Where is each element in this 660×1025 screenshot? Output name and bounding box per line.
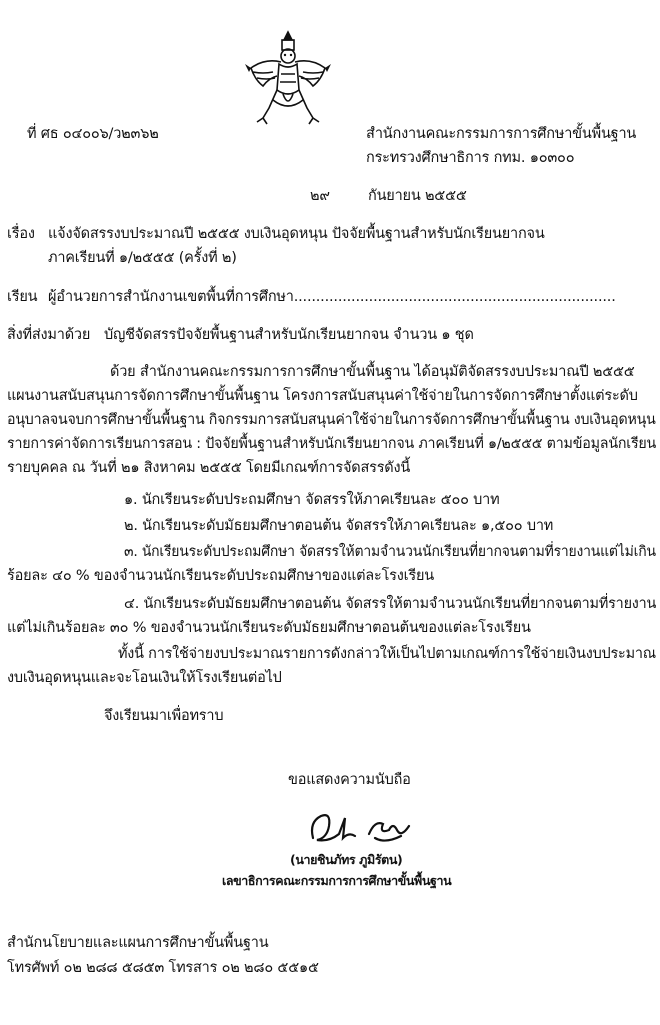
- agency-name: สำนักงานคณะกรรมการการศึกษาขั้นพื้นฐาน: [366, 126, 637, 142]
- criteria-item-3: ๓. นักเรียนระดับประถมศึกษา จัดสรรให้ตามจำนวนนักเรียนที่ยากจนตามที่รายงานแต่ไม่เกิน: [124, 544, 656, 560]
- body-paragraph-line: ด้วย สำนักงานคณะกรรมการการศึกษาขั้นพื้นฐาน ได้อนุมัติจัดสรรงบประมาณปี ๒๕๕๕: [110, 364, 635, 380]
- enclosure-label: สิ่งที่ส่งมาด้วย: [7, 327, 91, 343]
- body-paragraph-line: อนุบาลจนจบการศึกษาขั้นพื้นฐาน กิจกรรมการสนับสนุนค่าใช้จ่ายในการจัดการศึกษาขั้นพื้นฐาน งบเงินอุดหนุน: [7, 412, 656, 428]
- subject-label: เรื่อง: [7, 226, 35, 242]
- signer-title: เลขาธิการคณะกรรมการการศึกษาขั้นพื้นฐาน: [222, 873, 452, 888]
- criteria-item-1: ๑. นักเรียนระดับประถมศึกษา จัดสรรให้ภาคเรียนละ ๕๐๐ บาท: [124, 492, 500, 508]
- criteria-item-4-cont: แต่ไม่เกินร้อยละ ๓๐ % ของจำนวนนักเรียนระดับมัธยมศึกษาตอนต้นของแต่ละโรงเรียน: [7, 620, 531, 636]
- body-paragraph-line: แผนงานสนับสนุนการจัดการศึกษาขั้นพื้นฐาน โครงการสนับสนุนค่าใช้จ่ายในการจัดการศึกษาตั้งแต่ระดับ: [7, 388, 638, 404]
- body-paragraph-line: ทั้งนี้ การใช้จ่ายงบประมาณรายการดังกล่าวให้เป็นไปตามเกณฑ์การใช้จ่ายเงินงบประมาณ: [118, 646, 656, 662]
- reference-number: ที่ ศธ ๐๔๐๐๖/ว๒๓๖๒: [27, 126, 159, 142]
- agency-address: กระทรวงศึกษาธิการ กทม. ๑๐๓๐๐: [366, 150, 575, 166]
- regards: ขอแสดงความนับถือ: [288, 772, 411, 788]
- date-month-year: กันยายน ๒๕๕๕: [368, 188, 467, 204]
- body-paragraph-line: รายบุคคล ณ วันที่ ๒๑ สิงหาคม ๒๕๕๕ โดยมีเกณฑ์การจัดสรรดังนี้: [7, 460, 411, 476]
- criteria-item-4: ๔. นักเรียนระดับมัธยมศึกษาตอนต้น จัดสรรให้ตามจำนวนนักเรียนที่ยากจนตามที่รายงาน: [124, 596, 657, 612]
- date-day: ๒๙: [310, 188, 330, 204]
- subject-line-2: ภาคเรียนที่ ๑/๒๕๕๕ (ครั้งที่ ๒): [48, 250, 237, 266]
- body-paragraph-line: งบเงินอุดหนุนและจะโอนเงินให้โรงเรียนต่อไป: [7, 670, 282, 686]
- handwritten-signature: [305, 808, 425, 852]
- addressee-text: ผู้อำนวยการสำนักงานเขตพื้นที่การศึกษา.........................................................................: [48, 289, 616, 305]
- criteria-item-3-cont: ร้อยละ ๔๐ % ของจำนวนนักเรียนระดับประถมศึกษาของแต่ละโรงเรียน: [7, 568, 434, 584]
- subject-line-1: แจ้งจัดสรรงบประมาณปี ๒๕๕๕ งบเงินอุดหนุน ปัจจัยพื้นฐานสำหรับนักเรียนยากจน: [48, 226, 545, 242]
- closing-request: จึงเรียนมาเพื่อทราบ: [104, 708, 224, 724]
- signer-name: (นายชินภัทร ภูมิรัตน): [290, 852, 403, 867]
- addressee-label: เรียน: [7, 289, 38, 305]
- footer-office: สำนักนโยบายและแผนการศึกษาขั้นพื้นฐาน: [7, 935, 269, 951]
- criteria-item-2: ๒. นักเรียนระดับมัธยมศึกษาตอนต้น จัดสรรให้ภาคเรียนละ ๑,๕๐๐ บาท: [124, 518, 554, 534]
- body-paragraph-line: รายการค่าจัดการเรียนการสอน : ปัจจัยพื้นฐานสำหรับนักเรียนยากจน ภาคเรียนที่ ๑/๒๕๕๕ ตามข้อมูลนักเรียน: [7, 436, 657, 452]
- footer-contact: โทรศัพท์ ๐๒ ๒๘๘ ๕๘๕๓ โทรสาร ๐๒ ๒๘๐ ๕๕๑๕: [7, 960, 319, 976]
- garuda-emblem-icon: [243, 28, 333, 128]
- enclosure-text: บัญชีจัดสรรปัจจัยพื้นฐานสำหรับนักเรียนยากจน จำนวน ๑ ชุด: [104, 327, 474, 343]
